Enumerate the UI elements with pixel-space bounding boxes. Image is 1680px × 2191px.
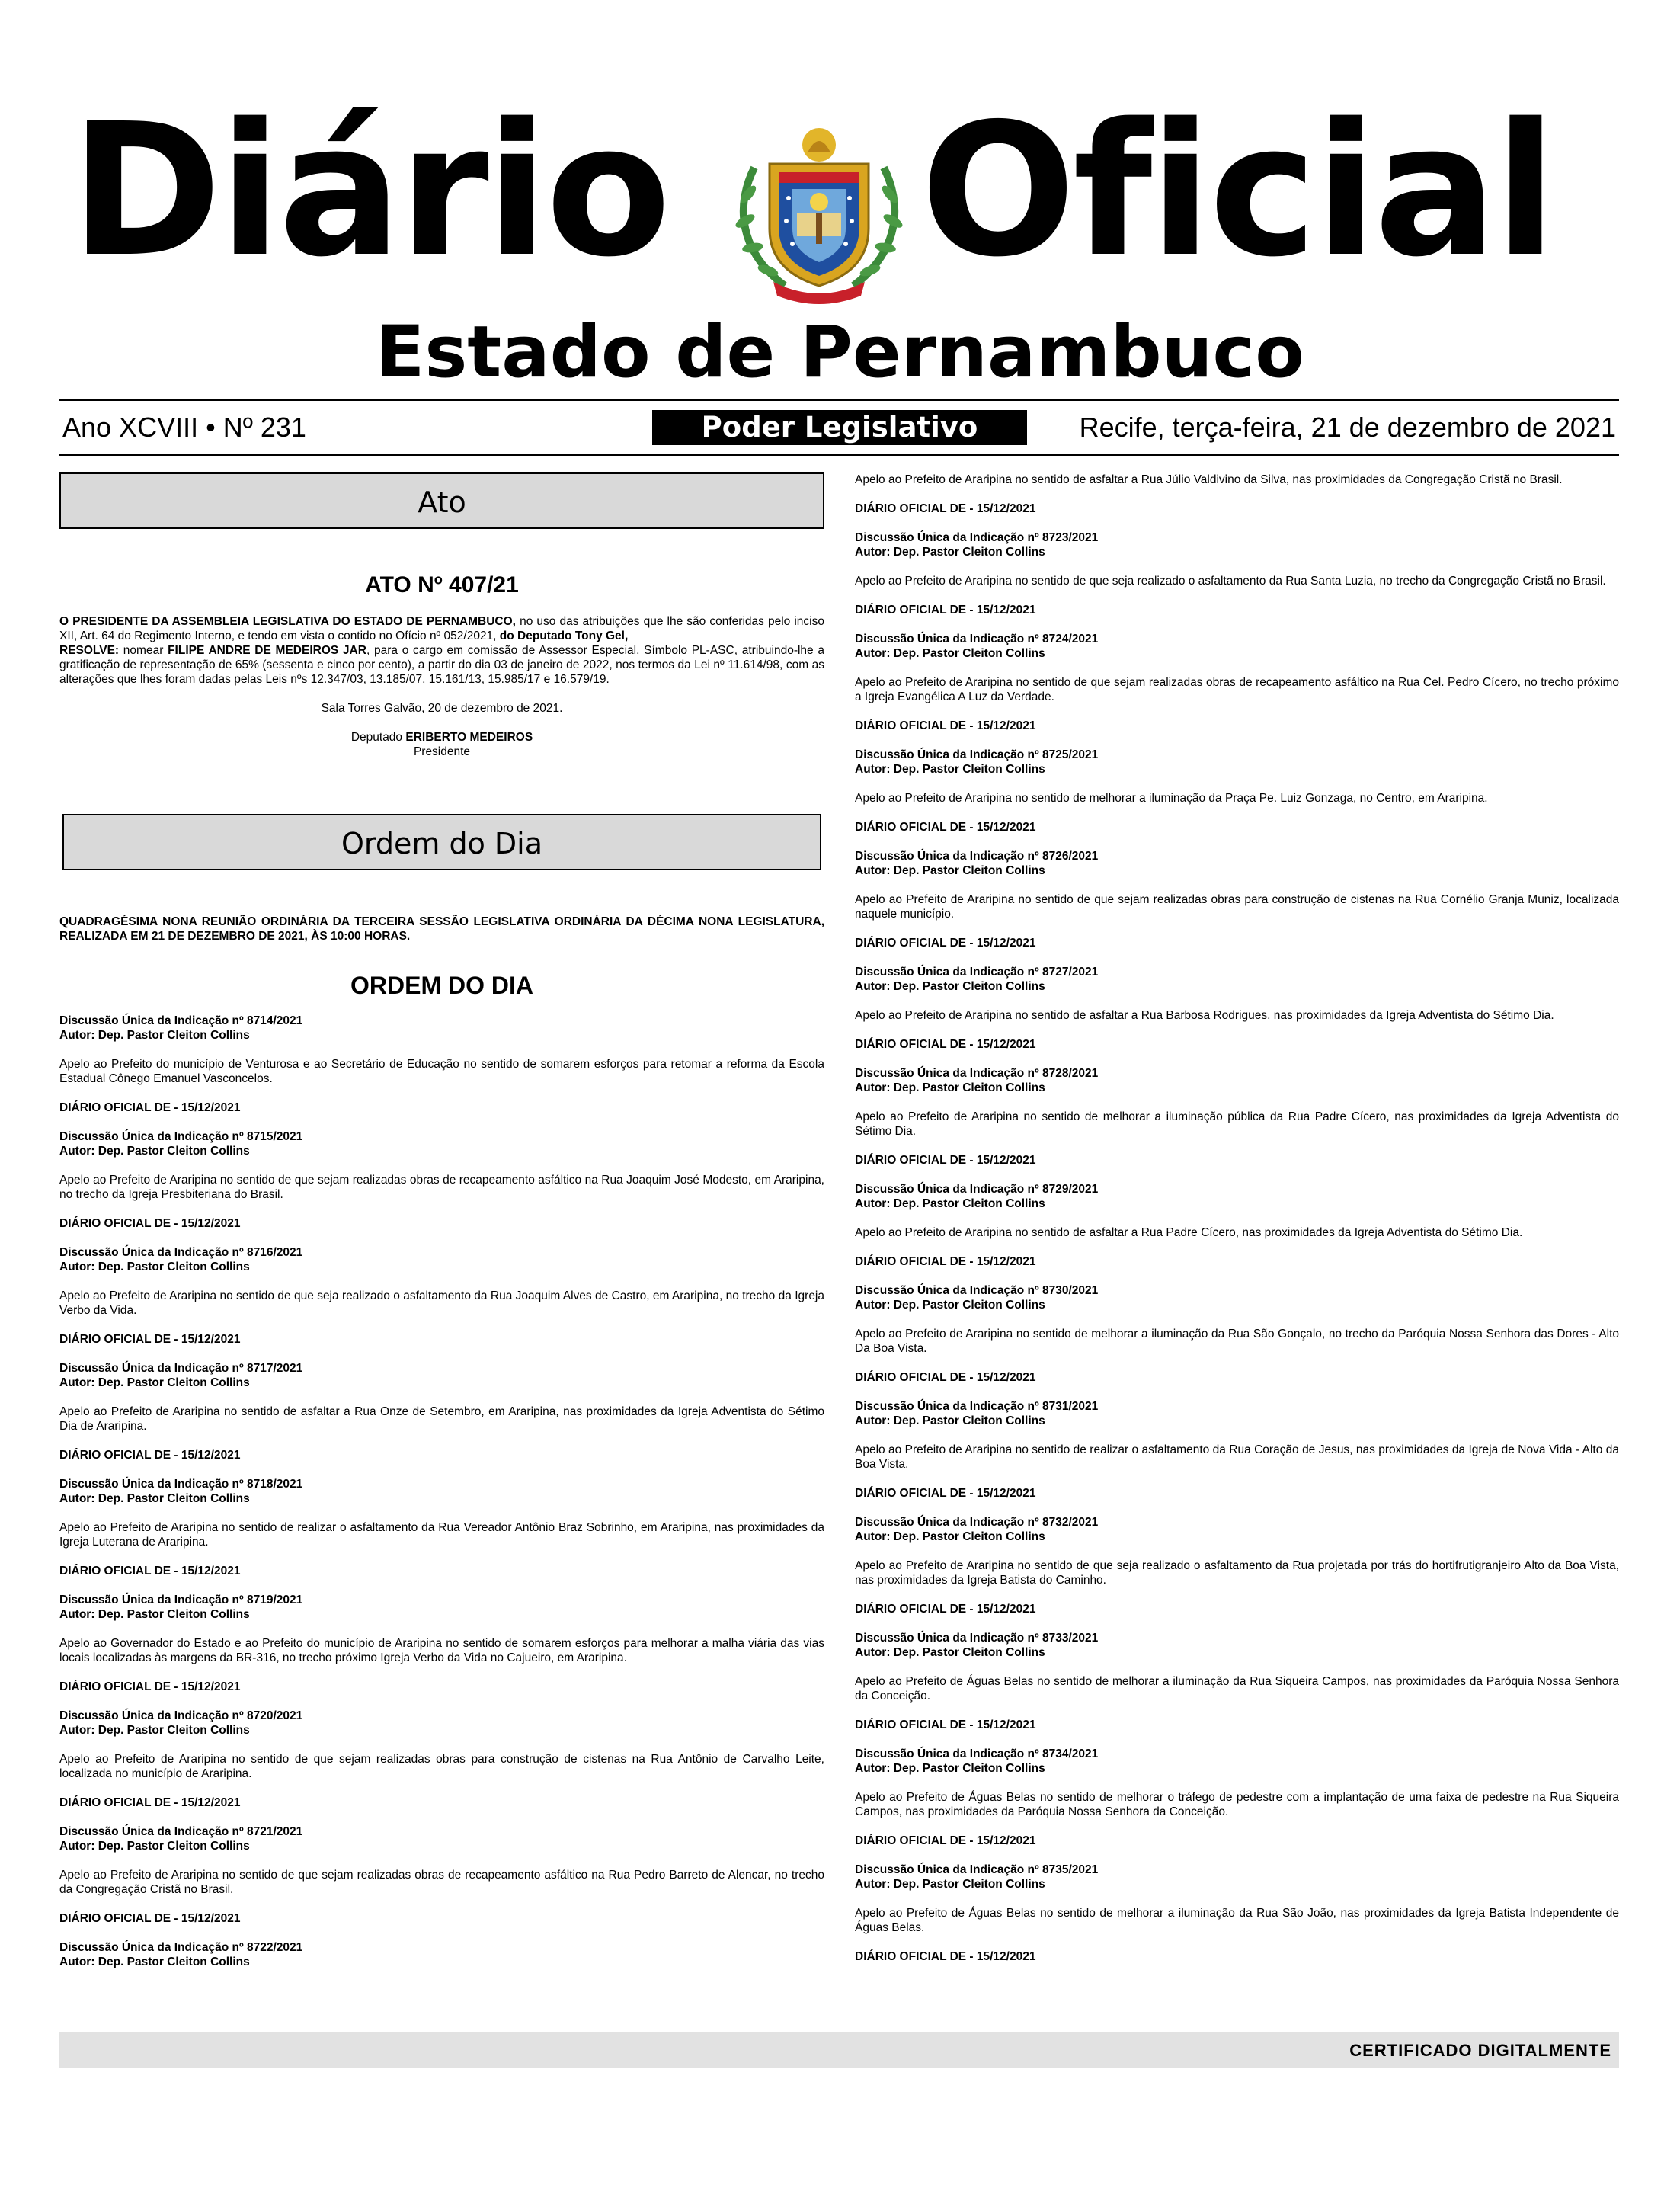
ordem-intro: QUADRAGÉSIMA NONA REUNIÃO ORDINÁRIA DA TERCEIRA SESSÃO LEGISLATIVA ORDINÁRIA DA DÉCIMA NONA LEGISLATURA, REALIZADA EM 21 DE DEZEMBRO DE 2021, ÀS 10:00 HORAS.	[59, 915, 824, 943]
left-column	[59, 472, 824, 1984]
masthead-bottom-rule	[59, 454, 1619, 456]
list-item: Discussão Única da Indicação nº 8717/2021 Autor: Dep. Pastor Cleiton Collins Apelo ao Prefeito de Araripina no sentido de asfaltar a Rua Onze de Setembro, em Araripina, nas proximidades da Igreja Adventista do Sétimo Dia de Araripina. DIÁRIO OFICIAL DE - 15/12/2021	[59, 1362, 824, 1462]
list-item: Discussão Única da Indicação nº 8729/2021 Autor: Dep. Pastor Cleiton Collins Apelo ao Prefeito de Araripina no sentido de asfaltar a Rua Padre Cícero, nas proximidades da Igreja Adventista do Sétimo Dia. DIÁRIO OFICIAL DE - 15/12/2021	[855, 1183, 1523, 1268]
list-item: Discussão Única da Indicação nº 8724/2021 Autor: Dep. Pastor Cleiton Collins Apelo ao Prefeito de Araripina no sentido de que sejam realizadas obras de recapeamento asfáltico na Rua Cel. Pedro Cícero, no trecho próximo a Igreja Evangélica A Luz da Verdade. DIÁRIO OFICIAL DE - 15/12/2021	[855, 633, 1619, 732]
section-ordem-do-dia-box: Ordem do Dia	[62, 814, 821, 870]
masthead-title-left: Diário	[70, 84, 668, 297]
list-item: Discussão Única da Indicação nº 8734/2021 Autor: Dep. Pastor Cleiton Collins Apelo ao Prefeito de Águas Belas no sentido de melhorar o tráfego de pedestre com a implantação de uma faixa de pedestre na Rua Siqueira Campos, nas proximidades da Paróquia Nossa Senhora da Conceição. DIÁRIO OFICIAL DE - 15/12/2021	[855, 1747, 1619, 1847]
right-column	[855, 472, 1619, 1978]
ato-heading: ATO Nº 407/21	[365, 572, 519, 597]
list-item: Discussão Única da Indicação nº 8722/2021 Autor: Dep. Pastor Cleiton Collins	[59, 1941, 303, 1968]
left-items-list	[59, 1014, 824, 1969]
list-item: Discussão Única da Indicação nº 8731/2021 Autor: Dep. Pastor Cleiton Collins Apelo ao Prefeito de Araripina no sentido de realizar o asfaltamento da Rua Coração de Jesus, nas proximidades da Igreja de Nova Vida - Alto da Boa Vista. DIÁRIO OFICIAL DE - 15/12/2021	[855, 1400, 1619, 1500]
issue-date: Recife, terça-feira, 21 de dezembro de 2021	[1079, 412, 1616, 443]
list-item: Discussão Única da Indicação nº 8715/2021 Autor: Dep. Pastor Cleiton Collins Apelo ao Prefeito de Araripina no sentido de que sejam realizadas obras de recapeamento asfáltico na Rua Joaquim José Modesto, em Araripina, no trecho da Igreja Presbiteriana do Brasil. DIÁRIO OFICIAL DE - 15/12/2021	[59, 1130, 824, 1230]
footer-bar	[59, 2032, 1619, 2068]
list-item: Discussão Única da Indicação nº 8726/2021 Autor: Dep. Pastor Cleiton Collins Apelo ao Prefeito de Araripina no sentido de que sejam realizadas obras para construção de cistenas na Rua Cornélio Granja Muniz, localizada naquele município. DIÁRIO OFICIAL DE - 15/12/2021	[855, 850, 1619, 950]
list-item: Discussão Única da Indicação nº 8714/2021 Autor: Dep. Pastor Cleiton Collins Apelo ao Prefeito do município de Venturosa e ao Secretário de Educação no sentido de somarem esforços para retomar a reforma da Escola Estadual Cônego Emanuel Vasconcelos. DIÁRIO OFICIAL DE - 15/12/2021	[59, 1014, 824, 1114]
masthead-top-rule	[59, 399, 1619, 401]
ato-paragraph-1: O PRESIDENTE DA ASSEMBLEIA LEGISLATIVA DO ESTADO DE PERNAMBUCO, no uso das atribuições que lhe são conferidas pelo inciso XII, Art. 64 do Regimento Interno, e tendo em vista o contido no Ofício nº 052/2021, do Deputado Tony Gel,	[59, 615, 824, 642]
right-top-dof: DIÁRIO OFICIAL DE - 15/12/2021	[855, 502, 1036, 515]
masthead-title-right: Oficial	[920, 84, 1554, 297]
masthead-subtitle: Estado de Pernambuco	[376, 311, 1304, 394]
masthead	[0, 0, 1680, 465]
digital-certificate-label: CERTIFICADO DIGITALMENTE	[1349, 2041, 1611, 2060]
right-top-text: Apelo ao Prefeito de Araripina no sentido de asfaltar a Rua Júlio Valdivino da Silva, nas proximidades da Congregação Cristã no Brasil.	[855, 473, 1563, 486]
list-item: Discussão Única da Indicação nº 8725/2021 Autor: Dep. Pastor Cleiton Collins Apelo ao Prefeito de Araripina no sentido de melhorar a iluminação da Praça Pe. Luiz Gonzaga, no Centro, em Araripina. DIÁRIO OFICIAL DE - 15/12/2021	[855, 748, 1488, 834]
list-item: Discussão Única da Indicação nº 8716/2021 Autor: Dep. Pastor Cleiton Collins Apelo ao Prefeito de Araripina no sentido de que seja realizado o asfaltamento da Rua Joaquim Alves de Castro, em Araripina, no trecho da Igreja Verbo da Vida. DIÁRIO OFICIAL DE - 15/12/2021	[59, 1246, 824, 1346]
ato-place-date: Sala Torres Galvão, 20 de dezembro de 2021.	[321, 702, 563, 715]
issue-number: Ano XCVIII • Nº 231	[62, 412, 306, 443]
pernambuco-coat-of-arms-icon	[731, 122, 907, 309]
issue-info-bar	[59, 408, 1619, 447]
list-item: Discussão Única da Indicação nº 8720/2021 Autor: Dep. Pastor Cleiton Collins Apelo ao Prefeito de Araripina no sentido de que sejam realizadas obras para construção de cistenas na Rua Antônio de Carvalho Leite, localizada no município de Araripina. DIÁRIO OFICIAL DE - 15/12/2021	[59, 1709, 824, 1809]
list-item: Discussão Única da Indicação nº 8730/2021 Autor: Dep. Pastor Cleiton Collins Apelo ao Prefeito de Araripina no sentido de melhorar a iluminação da Rua São Gonçalo, no trecho da Paróquia Nossa Senhora das Dores - Alto Da Boa Vista. DIÁRIO OFICIAL DE - 15/12/2021	[855, 1284, 1619, 1384]
section-label: Poder Legislativo	[652, 410, 1027, 445]
list-item: Discussão Única da Indicação nº 8735/2021 Autor: Dep. Pastor Cleiton Collins Apelo ao Prefeito de Águas Belas no sentido de melhorar a iluminação da Rua São João, nas proximidades da Igreja Batista Independente de Águas Belas. DIÁRIO OFICIAL DE - 15/12/2021	[855, 1863, 1619, 1963]
list-item: Discussão Única da Indicação nº 8733/2021 Autor: Dep. Pastor Cleiton Collins Apelo ao Prefeito de Águas Belas no sentido de melhorar a iluminação da Rua Siqueira Campos, nas proximidades da Paróquia Nossa Senhora da Conceição. DIÁRIO OFICIAL DE - 15/12/2021	[855, 1632, 1619, 1731]
section-ato-box: Ato	[59, 472, 824, 529]
list-item: Discussão Única da Indicação nº 8718/2021 Autor: Dep. Pastor Cleiton Collins Apelo ao Prefeito de Araripina no sentido de realizar o asfaltamento da Rua Vereador Antônio Braz Sobrinho, em Araripina, nas proximidades da Igreja Luterana de Araripina. DIÁRIO OFICIAL DE - 15/12/2021	[59, 1478, 824, 1578]
right-items-list	[855, 530, 1619, 1964]
list-item: Discussão Única da Indicação nº 8719/2021 Autor: Dep. Pastor Cleiton Collins Apelo ao Governador do Estado e ao Prefeito do município de Araripina no sentido de somarem esforços para melhorar a malha viária das vias locais localizadas às margens da BR-316, no trecho próximo Igreja Verbo da Vida no Cajueiro, em Araripina. DIÁRIO OFICIAL DE - 15/12/2021	[59, 1594, 824, 1693]
list-item: Discussão Única da Indicação nº 8721/2021 Autor: Dep. Pastor Cleiton Collins Apelo ao Prefeito de Araripina no sentido de que sejam realizadas obras de recapeamento asfáltico na Rua Pedro Barreto de Alencar, no trecho da Congregação Cristã no Brasil. DIÁRIO OFICIAL DE - 15/12/2021	[59, 1825, 824, 1925]
ato-signer: Deputado ERIBERTO MEDEIROS	[350, 731, 533, 744]
list-item: Discussão Única da Indicação nº 8723/2021 Autor: Dep. Pastor Cleiton Collins Apelo ao Prefeito de Araripina no sentido de que seja realizado o asfaltamento da Rua Santa Luzia, no trecho da Congregação Cristã no Brasil. DIÁRIO OFICIAL DE - 15/12/2021	[855, 531, 1606, 617]
ato-signer-role: Presidente	[413, 745, 471, 758]
ato-paragraph-2: RESOLVE: nomear FILIPE ANDRE DE MEDEIROS JAR, para o cargo em comissão de Assessor Especial, Símbolo PL-ASC, atribuindo-lhe a gratificação de representação de 65% (sessenta e cinco por cento), a partir do dia 03 de janeiro de 2022, nos termos da Lei nº 11.614/98, com as alterações que lhes foram dadas pelas Leis nºs 12.347/03, 13.185/07, 15.161/13, 15.985/17 e 16.579/19.	[59, 644, 824, 686]
list-item: Discussão Única da Indicação nº 8727/2021 Autor: Dep. Pastor Cleiton Collins Apelo ao Prefeito de Araripina no sentido de asfaltar a Rua Barbosa Rodrigues, nas proximidades da Igreja Adventista do Sétimo Dia. DIÁRIO OFICIAL DE - 15/12/2021	[855, 966, 1554, 1051]
list-item: Discussão Única da Indicação nº 8728/2021 Autor: Dep. Pastor Cleiton Collins Apelo ao Prefeito de Araripina no sentido de melhorar a iluminação pública da Rua Padre Cícero, nas proximidades da Igreja Adventista do Sétimo Dia. DIÁRIO OFICIAL DE - 15/12/2021	[855, 1067, 1619, 1167]
ordem-heading: ORDEM DO DIA	[350, 972, 533, 999]
list-item: Discussão Única da Indicação nº 8732/2021 Autor: Dep. Pastor Cleiton Collins Apelo ao Prefeito de Araripina no sentido de que seja realizado o asfaltamento da Rua projetada por trás do hortifrutigranjeiro Alto da Boa Vista, nas proximidades da Igreja Batista do Caminho. DIÁRIO OFICIAL DE - 15/12/2021	[855, 1516, 1619, 1616]
